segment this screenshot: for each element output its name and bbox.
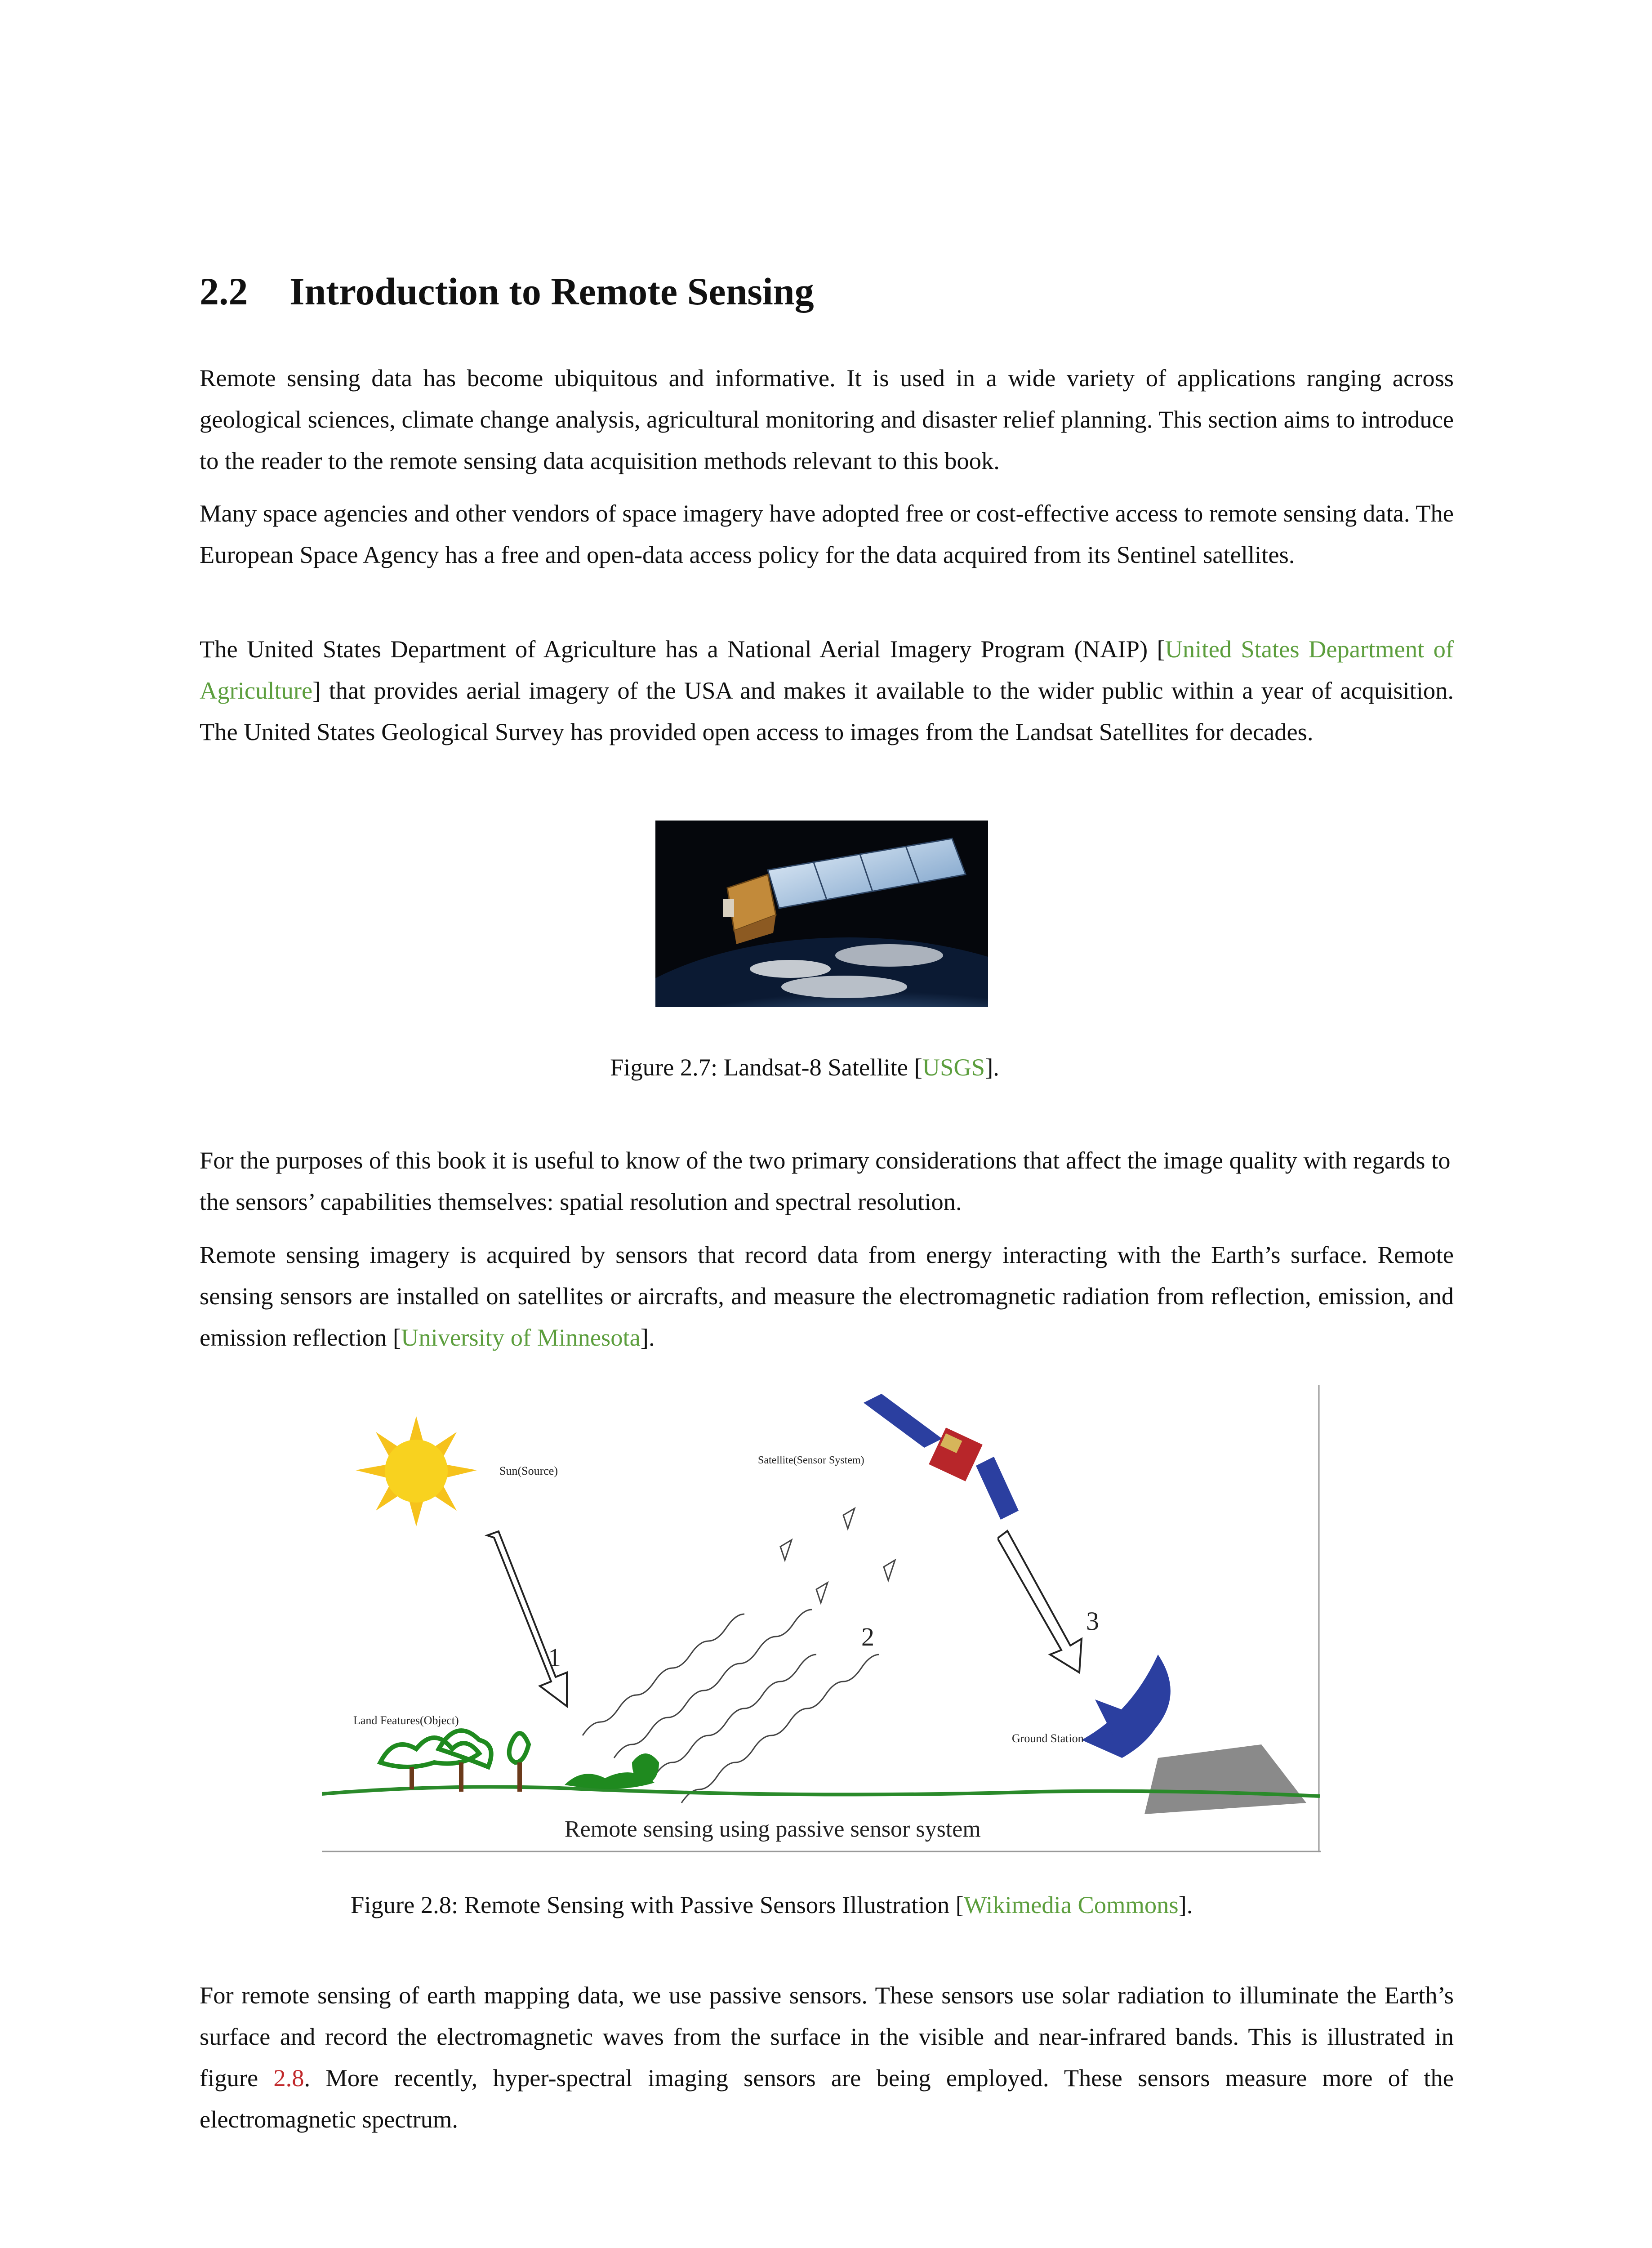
paragraph-1: Remote sensing data has become ubiquitous and informative. It is used in a wide variety of applications ranging across geological sciences, climate change analysis, agricultural monitoring and disaster relief planning. This section aims to introduce to the reader to the remote sensing data acquisition methods relevant to this book. xyxy=(200,364,1454,474)
usda-link[interactable]: United States Department of Agriculture xyxy=(200,635,1454,704)
figure-2-8-caption xyxy=(351,1891,1193,1919)
step-1-label: 1 xyxy=(548,1643,561,1672)
figure-2-8-caption-end: ]. xyxy=(1178,1891,1193,1918)
figure-2-8-caption-text: Figure 2.8: Remote Sensing with Passive Sensors Illustration [ xyxy=(351,1891,964,1918)
illustration-bottom-label: Remote sensing using passive sensor system xyxy=(565,1816,981,1842)
wikimedia-commons-link[interactable]: Wikimedia Commons xyxy=(963,1891,1179,1918)
sun-label: Sun(Source) xyxy=(499,1464,558,1477)
section-heading xyxy=(200,269,814,314)
landsat-satellite-image xyxy=(655,821,988,1007)
ground-station-label: Ground Station xyxy=(1012,1732,1084,1745)
figure-2-7-caption xyxy=(610,1053,999,1081)
paragraph-6-text-a: For remote sensing of earth mapping data, we use passive sensors. These sensors use solar radiation to illuminate the Earth’s surface and record the electromagnetic waves from the surface in the visible and near-infrared bands. This is illustrated in figure xyxy=(200,1981,1454,2092)
paragraph-6-text-b: . More recently, hyper-spectral imaging sensors are being employed. These sensors measure more of the electromagnetic spectrum. xyxy=(200,2064,1454,2133)
paragraph-4: For the purposes of this book it is useful to know of the two primary considerations that affect the image quality with regards to the sensors’ capabilities themselves: spatial resolution and spectral resolution. xyxy=(200,1146,1451,1215)
figure-2-8-reference-link[interactable]: 2.8 xyxy=(273,2064,304,2092)
step-2-label: 2 xyxy=(861,1622,874,1651)
paragraph-5-text-b: ]. xyxy=(640,1324,655,1351)
satellite-label: Satellite(Sensor System) xyxy=(758,1454,864,1466)
paragraph-3-text-b: ] that provides aerial imagery of the USA and makes it available to the wider public within a year of acquisition. The United States Geological Survey has provided open access to images from the Landsat Satellites for decades. xyxy=(200,677,1454,745)
paragraph-3-text-a: The United States Department of Agriculture has a National Aerial Imagery Program (NAIP) [ xyxy=(200,635,1165,663)
paragraph-6 xyxy=(200,1975,1454,2140)
paragraph-2: Many space agencies and other vendors of space imagery have adopted free or cost-effective access to remote sensing data. The European Space Agency has a free and open-data access policy for the data acquired from its Sentinel satellites. xyxy=(200,500,1454,568)
section-title: Introduction to Remote Sensing xyxy=(289,270,814,313)
passive-sensor-illustration xyxy=(322,1385,1321,1852)
paragraph-5-text-a: Remote sensing imagery is acquired by sensors that record data from energy interacting with the Earth’s surface. Remote sensing sensors are installed on satellites or aircrafts, and measure the electromagnetic radiation from reflection, emission, and emission reflection [ xyxy=(200,1241,1454,1351)
paragraph-3 xyxy=(200,629,1454,753)
usgs-link[interactable]: USGS xyxy=(922,1053,985,1081)
figure-2-7-caption-text: Figure 2.7: Landsat-8 Satellite [ xyxy=(610,1053,922,1081)
university-of-minnesota-link[interactable]: University of Minnesota xyxy=(401,1324,641,1351)
paragraph-5 xyxy=(200,1234,1454,1358)
land-features-label: Land Features(Object) xyxy=(353,1714,459,1727)
step-3-label: 3 xyxy=(1086,1606,1099,1636)
section-number: 2.2 xyxy=(200,270,248,313)
figure-2-7-caption-end: ]. xyxy=(985,1053,999,1081)
